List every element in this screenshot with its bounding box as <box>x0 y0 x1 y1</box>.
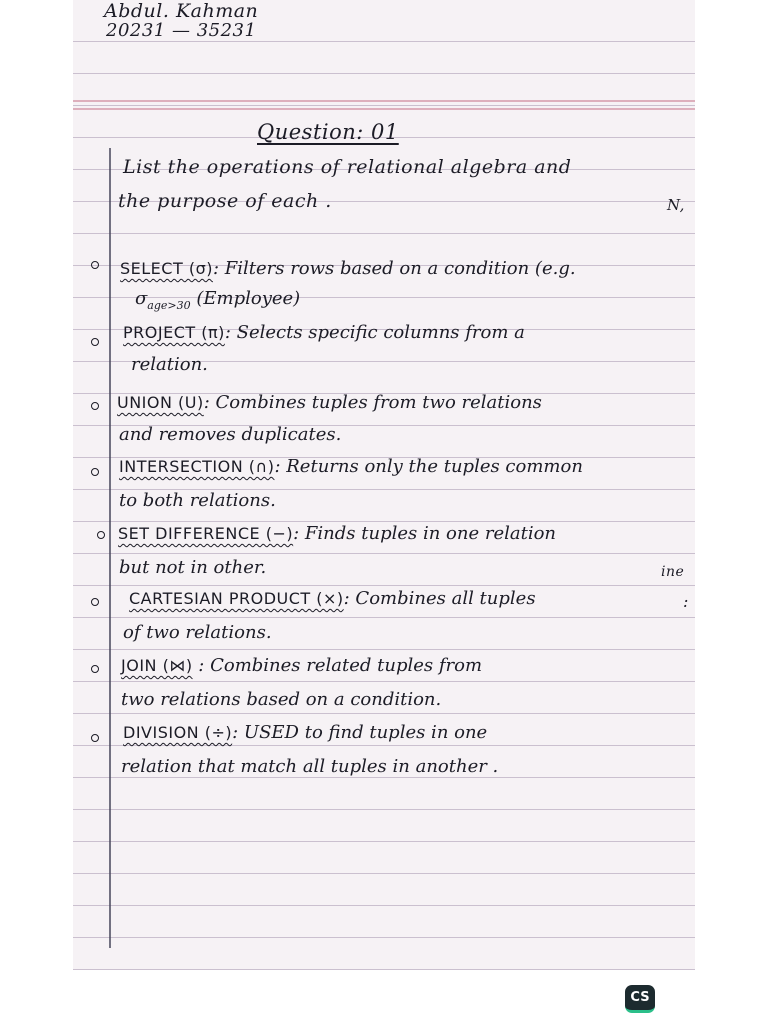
margin-mark-2: ine <box>661 564 685 580</box>
bullet-icon <box>91 402 99 410</box>
bullet-icon <box>91 261 99 269</box>
item-line-2: of two relations. <box>123 622 272 643</box>
header-rule-second <box>73 108 695 110</box>
bullet-icon <box>91 468 99 476</box>
bullet-icon <box>91 598 99 606</box>
margin-mark-3: : <box>683 592 689 611</box>
camscanner-logo-icon: CS <box>625 985 655 1013</box>
bullet-icon <box>91 338 99 346</box>
sigma-symbol: σ <box>135 288 148 309</box>
margin-line <box>109 148 111 948</box>
item-line-1 <box>123 322 525 343</box>
item-line-1 <box>121 655 482 676</box>
item-description: : Selects specific columns from a <box>224 322 525 343</box>
item-term: INTERSECTION (∩) <box>119 457 275 476</box>
item-line-1 <box>120 258 576 279</box>
item-line-1 <box>118 523 556 544</box>
item-term: SET DIFFERENCE (−) <box>118 524 294 543</box>
item-line-1 <box>119 456 583 477</box>
item-line-1 <box>129 588 536 609</box>
question-title: Question: 01 <box>257 120 399 144</box>
bullet-icon <box>91 665 99 673</box>
item-line-2: relation. <box>131 354 208 375</box>
item-term: DIVISION (÷) <box>123 723 233 742</box>
item-line-2: two relations based on a condition. <box>121 689 442 710</box>
item-description: : Finds tuples in one relation <box>293 523 557 544</box>
item-description: : USED to find tuples in one <box>232 722 488 743</box>
item-description: : Combines tuples from two relations <box>203 392 542 413</box>
student-roll: 20231 — 35231 <box>106 20 257 41</box>
item-continuation: (Employee) <box>190 288 301 309</box>
notebook-page <box>73 0 695 970</box>
bullet-icon <box>97 531 105 539</box>
bullet-icon <box>91 734 99 742</box>
item-term: JOIN (⋈) <box>121 656 193 675</box>
question-line-2: the purpose of each . <box>118 190 332 212</box>
item-line-2: relation that match all tuples in another . <box>121 756 499 777</box>
item-term: SELECT (σ) <box>120 259 213 278</box>
item-line-2: and removes duplicates. <box>119 424 342 445</box>
item-description: : Returns only the tuples common <box>274 456 583 477</box>
item-description: : Combines related tuples from <box>192 655 483 676</box>
header-rule <box>73 100 695 102</box>
margin-mark-1: N, <box>667 196 685 214</box>
item-term: CARTESIAN PRODUCT (×) <box>129 589 344 608</box>
student-name: Abdul. Kahman <box>104 0 259 22</box>
item-term: UNION (U) <box>117 393 204 412</box>
sigma-subscript: age>30 <box>147 299 191 312</box>
item-line-2: but not in other. <box>119 557 267 578</box>
item-term: PROJECT (π) <box>123 323 225 342</box>
item-description: : Filters rows based on a condition (e.g. <box>212 258 576 279</box>
item-line-1 <box>123 722 487 743</box>
item-line-2: to both relations. <box>119 490 276 511</box>
item-line-1 <box>117 392 542 413</box>
item-description: : Combines all tuples <box>343 588 536 609</box>
question-line-1: List the operations of relational algebra and <box>123 156 572 178</box>
item-line-2 <box>135 288 300 312</box>
